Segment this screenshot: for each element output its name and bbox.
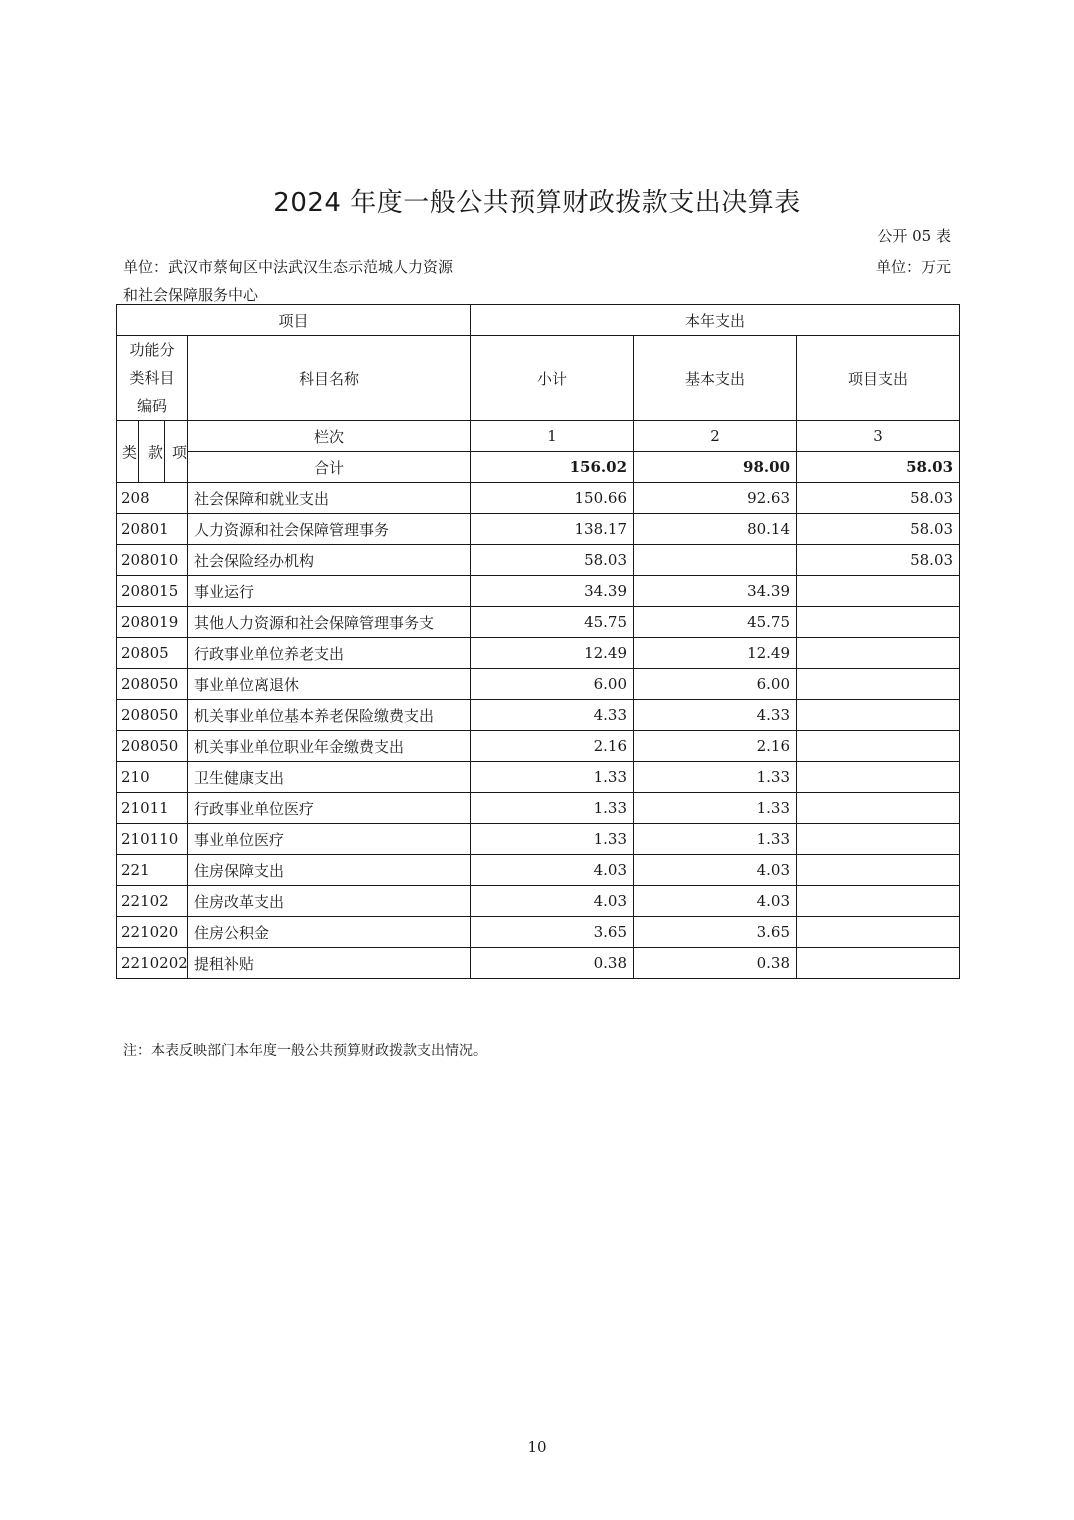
row-code: 208010 — [117, 545, 188, 576]
row-code: 210110 — [117, 824, 188, 855]
row-subtotal: 150.66 — [471, 483, 634, 514]
row-subtotal: 1.33 — [471, 762, 634, 793]
row-project — [797, 948, 960, 979]
header-current-year: 本年支出 — [471, 305, 960, 336]
row-basic: 1.33 — [634, 824, 797, 855]
header-function-code — [117, 336, 188, 421]
header-basic-expenditure: 基本支出 — [634, 336, 797, 421]
total-label: 合计 — [188, 452, 471, 483]
table-row — [117, 700, 960, 731]
row-project — [797, 855, 960, 886]
row-subject-name: 事业单位医疗 — [188, 824, 471, 855]
row-code: 21011 — [117, 793, 188, 824]
table-row — [117, 917, 960, 948]
row-project — [797, 824, 960, 855]
row-project — [797, 731, 960, 762]
row-project: 58.03 — [797, 545, 960, 576]
row-subject-name: 住房改革支出 — [188, 886, 471, 917]
column-number-row — [117, 421, 960, 452]
table-row — [117, 824, 960, 855]
row-code: 208015 — [117, 576, 188, 607]
row-subtotal: 45.75 — [471, 607, 634, 638]
total-project: 58.03 — [797, 452, 960, 483]
row-code: 20805 — [117, 638, 188, 669]
header-row-2 — [117, 336, 960, 421]
table-row — [117, 762, 960, 793]
row-basic: 1.33 — [634, 762, 797, 793]
form-number: 公开 05 表 — [877, 227, 951, 245]
row-project — [797, 669, 960, 700]
row-project — [797, 886, 960, 917]
row-project — [797, 607, 960, 638]
row-code: 2210202 — [117, 948, 188, 979]
row-project — [797, 762, 960, 793]
column-label: 栏次 — [188, 421, 471, 452]
row-project: 58.03 — [797, 483, 960, 514]
row-basic: 0.38 — [634, 948, 797, 979]
budget-expenditure-table — [116, 304, 960, 979]
row-code: 221020 — [117, 917, 188, 948]
row-basic: 92.63 — [634, 483, 797, 514]
row-basic: 6.00 — [634, 669, 797, 700]
row-basic: 80.14 — [634, 514, 797, 545]
header-row-1 — [117, 305, 960, 336]
table-row — [117, 855, 960, 886]
row-basic: 4.03 — [634, 855, 797, 886]
row-subject-name: 社会保险经办机构 — [188, 545, 471, 576]
header-project-expenditure: 项目支出 — [797, 336, 960, 421]
row-subject-name: 行政事业单位养老支出 — [188, 638, 471, 669]
row-subject-name: 社会保障和就业支出 — [188, 483, 471, 514]
row-subtotal: 4.33 — [471, 700, 634, 731]
row-basic — [634, 545, 797, 576]
row-subject-name: 提租补贴 — [188, 948, 471, 979]
row-subtotal: 12.49 — [471, 638, 634, 669]
table-row — [117, 731, 960, 762]
table-row — [117, 576, 960, 607]
row-subtotal: 4.03 — [471, 886, 634, 917]
currency-unit: 单位：万元 — [875, 258, 951, 276]
row-basic: 4.33 — [634, 700, 797, 731]
header-lei: 类 — [122, 443, 138, 461]
table-row — [117, 638, 960, 669]
row-basic: 45.75 — [634, 607, 797, 638]
table-row — [117, 886, 960, 917]
row-subject-name: 事业单位离退休 — [188, 669, 471, 700]
row-project — [797, 638, 960, 669]
row-subtotal: 0.38 — [471, 948, 634, 979]
divider — [164, 421, 165, 482]
header-kuan: 款 — [148, 443, 164, 461]
row-project — [797, 576, 960, 607]
row-subject-name: 卫生健康支出 — [188, 762, 471, 793]
row-code: 22102 — [117, 886, 188, 917]
row-code: 208 — [117, 483, 188, 514]
row-code: 20801 — [117, 514, 188, 545]
row-code: 208050 — [117, 731, 188, 762]
table-row — [117, 483, 960, 514]
row-code: 221 — [117, 855, 188, 886]
total-subtotal: 156.02 — [471, 452, 634, 483]
row-subtotal: 58.03 — [471, 545, 634, 576]
row-subtotal: 138.17 — [471, 514, 634, 545]
row-project — [797, 793, 960, 824]
row-subtotal: 1.33 — [471, 824, 634, 855]
header-subtotal: 小计 — [471, 336, 634, 421]
row-basic: 3.65 — [634, 917, 797, 948]
row-subject-name: 住房公积金 — [188, 917, 471, 948]
row-project — [797, 917, 960, 948]
row-subtotal: 4.03 — [471, 855, 634, 886]
header-lei-kuan-xiang — [117, 421, 188, 483]
table-row — [117, 607, 960, 638]
header-project: 项目 — [117, 305, 471, 336]
row-subtotal: 2.16 — [471, 731, 634, 762]
column-3: 3 — [797, 421, 960, 452]
table-row — [117, 948, 960, 979]
row-subject-name: 行政事业单位医疗 — [188, 793, 471, 824]
page-number: 10 — [527, 1438, 547, 1456]
row-basic: 2.16 — [634, 731, 797, 762]
row-code: 208019 — [117, 607, 188, 638]
row-subject-name: 机关事业单位基本养老保险缴费支出 — [188, 700, 471, 731]
row-basic: 34.39 — [634, 576, 797, 607]
divider — [138, 421, 139, 482]
total-row — [117, 452, 960, 483]
header-xiang: 项 — [172, 443, 188, 461]
row-subtotal: 34.39 — [471, 576, 634, 607]
table-row — [117, 669, 960, 700]
row-subject-name: 住房保障支出 — [188, 855, 471, 886]
row-basic: 12.49 — [634, 638, 797, 669]
row-subject-name: 事业运行 — [188, 576, 471, 607]
column-1: 1 — [471, 421, 634, 452]
row-subtotal: 6.00 — [471, 669, 634, 700]
table-row — [117, 514, 960, 545]
row-subtotal: 1.33 — [471, 793, 634, 824]
row-project — [797, 700, 960, 731]
row-subject-name: 人力资源和社会保障管理事务 — [188, 514, 471, 545]
header-subject-name: 科目名称 — [188, 336, 471, 421]
row-code: 208050 — [117, 669, 188, 700]
page-title: 2024 年度一般公共预算财政拨款支出决算表 — [273, 188, 801, 218]
row-subtotal: 3.65 — [471, 917, 634, 948]
column-2: 2 — [634, 421, 797, 452]
row-subject-name: 机关事业单位职业年金缴费支出 — [188, 731, 471, 762]
row-code: 210 — [117, 762, 188, 793]
row-subject-name: 其他人力资源和社会保障管理事务支 — [188, 607, 471, 638]
total-basic: 98.00 — [634, 452, 797, 483]
row-code: 208050 — [117, 700, 188, 731]
table-row — [117, 793, 960, 824]
header-function-code-label: 功能分类科目编码 — [129, 341, 175, 415]
row-basic: 1.33 — [634, 793, 797, 824]
reporting-unit: 单位：武汉市蔡甸区中法武汉生态示范城人力资源和社会保障服务中心 — [123, 258, 454, 304]
table-row — [117, 545, 960, 576]
footnote: 注：本表反映部门本年度一般公共预算财政拨款支出情况。 — [123, 1043, 487, 1059]
row-project: 58.03 — [797, 514, 960, 545]
row-basic: 4.03 — [634, 886, 797, 917]
